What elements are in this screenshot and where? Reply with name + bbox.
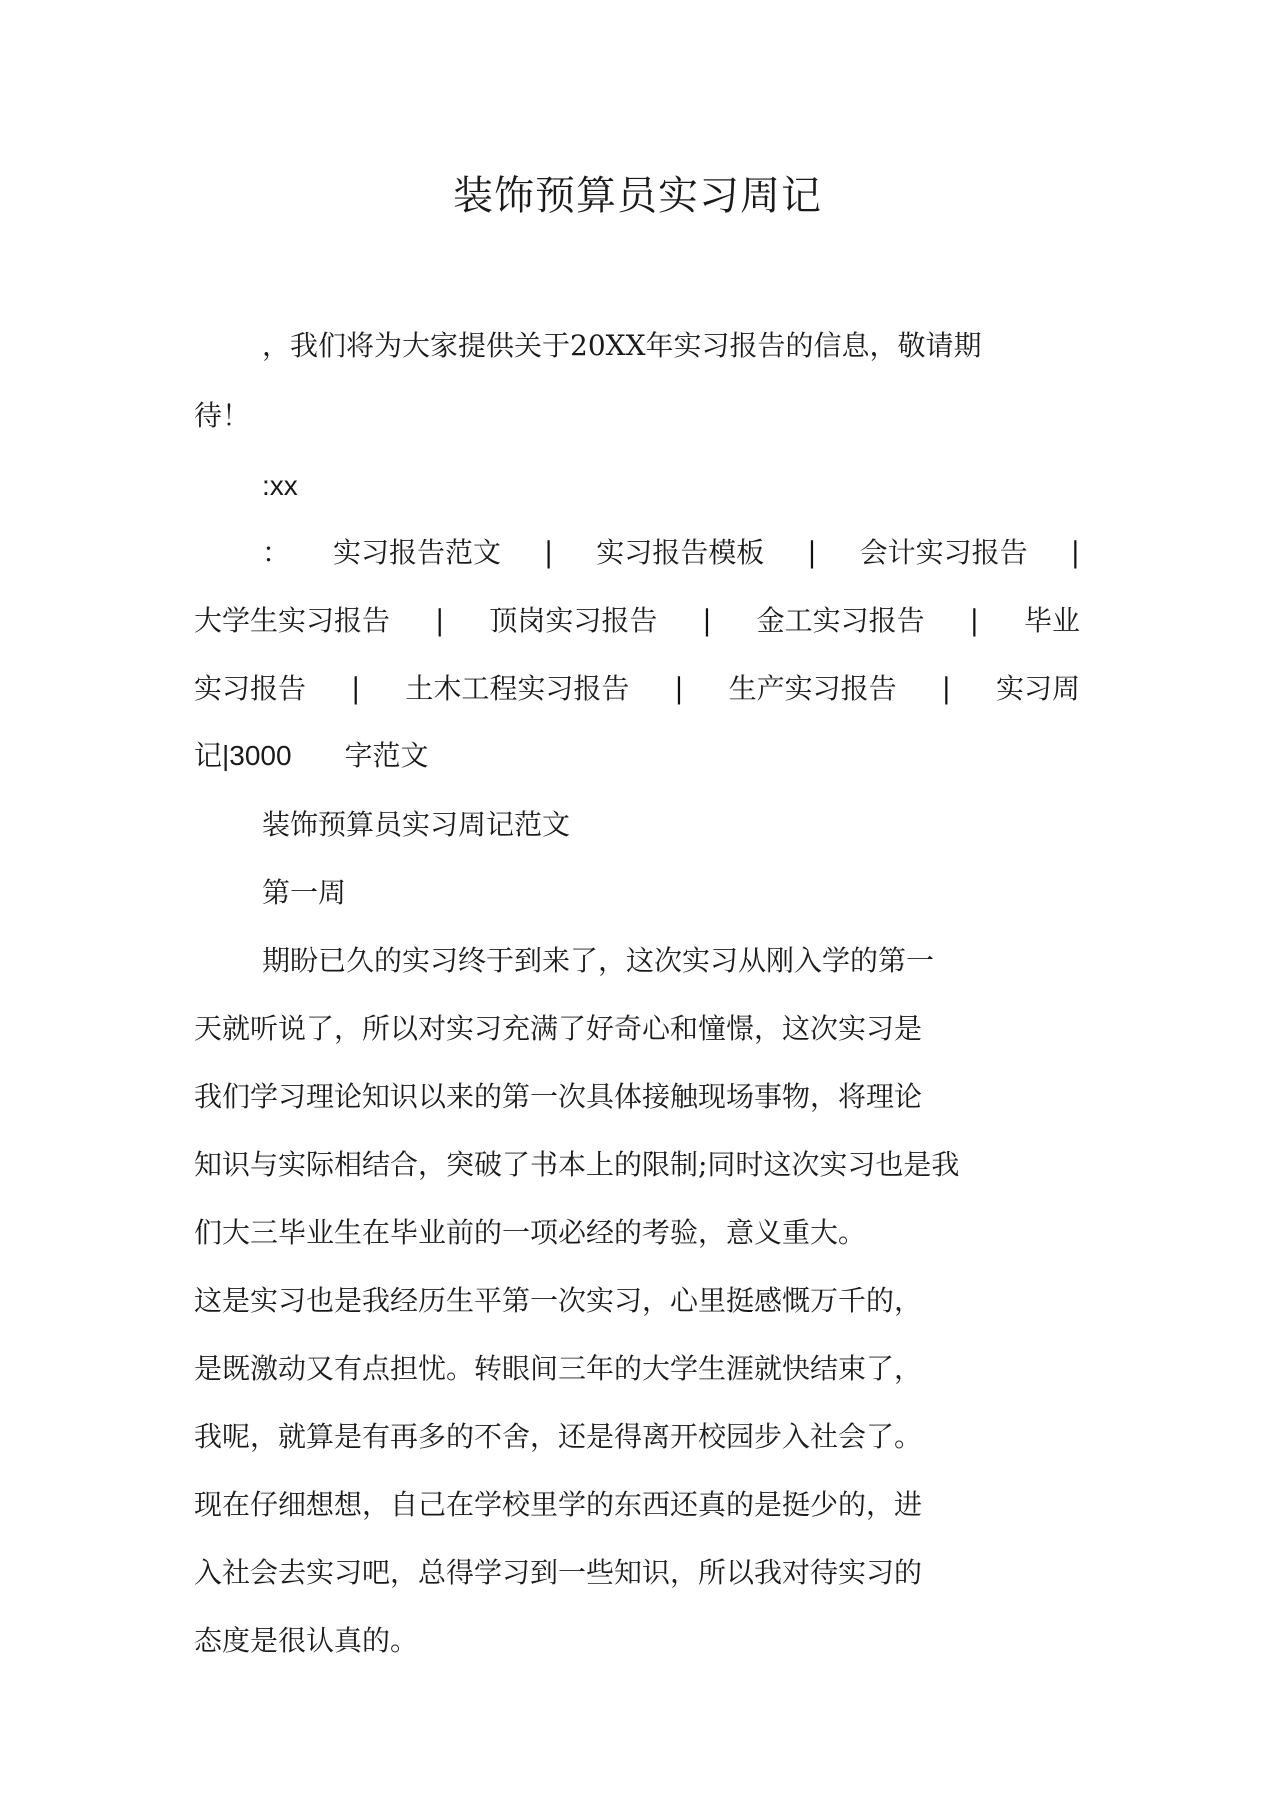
intro-line-2: 待！ [194,399,251,432]
body-line: 现在仔细想想，自己在学校里学的东西还真的是挺少的，进 [194,1488,923,1521]
tag-link[interactable]: 实习报告 [194,672,307,705]
tag-separator: | [543,536,554,569]
tag-link[interactable]: 生产实习报告 [728,672,897,705]
tag-link[interactable]: 实习周 [995,672,1080,705]
tag-link[interactable]: 土木工程实习报告 [405,672,630,705]
body-line: 我呢，就算是有再多的不舍，还是得离开校园步入社会了。 [194,1420,923,1453]
tag-prefix: ： [262,536,291,569]
tag-row-3 [194,669,1080,709]
body-line: 知识与实际相结合，突破了书本上的限制;同时这次实习也是我 [194,1148,960,1181]
tag-row-1 [262,533,1080,573]
tag-separator: | [941,672,952,705]
body-line: 天就听说了，所以对实习充满了好奇心和憧憬，这次实习是 [194,1012,923,1045]
tag-row-2 [194,601,1080,641]
section-subtitle: 装饰预算员实习周记范文 [262,808,571,841]
body-line: 态度是很认真的。 [194,1624,419,1657]
tag-separator: | [969,604,980,637]
document-title: 装饰预算员实习周记 [453,173,822,219]
week-heading: 第一周 [262,876,347,909]
tag-link[interactable]: 毕业 [1023,604,1080,637]
tag-link[interactable]: 大学生实习报告 [194,604,391,637]
body-line: 们大三毕业生在毕业前的一项必经的考验，意义重大。 [194,1216,867,1249]
tag-link[interactable]: 字范文 [344,739,429,772]
body-line: 这是实习也是我经历生平第一次实习，心里挺感慨万千的， [194,1284,923,1317]
tag-separator: | [807,536,817,569]
body-line: 期盼已久的实习终于到来了，这次实习从刚入学的第一 [262,944,935,977]
tag-link[interactable]: 实习报告模板 [596,536,765,569]
tag-row-4 [194,736,429,776]
intro-line-1: ，我们将为大家提供关于20XX年实习报告的信息，敬请期 [262,329,982,362]
body-line: 我们学习理论知识以来的第一次具体接触现场事物，将理论 [194,1080,923,1113]
tag-link[interactable]: 会计实习报告 [859,536,1028,569]
tag-link[interactable]: 实习报告范文 [332,536,501,569]
tag-separator: | [350,672,361,705]
tag-separator: | [674,672,684,705]
body-line: 是既激动又有点担忧。转眼间三年的大学生涯就快结束了， [194,1352,923,1385]
source-label: :xx [262,470,298,501]
tag-separator: | [1070,536,1080,569]
body-line: 入社会去实习吧，总得学习到一些知识，所以我对待实习的 [194,1556,923,1589]
tag-link[interactable]: 记|3000 [194,740,292,771]
tag-separator: | [434,604,445,637]
tag-separator: | [702,604,712,637]
tag-link[interactable]: 顶岗实习报告 [489,604,658,637]
tag-link[interactable]: 金工实习报告 [756,604,925,637]
